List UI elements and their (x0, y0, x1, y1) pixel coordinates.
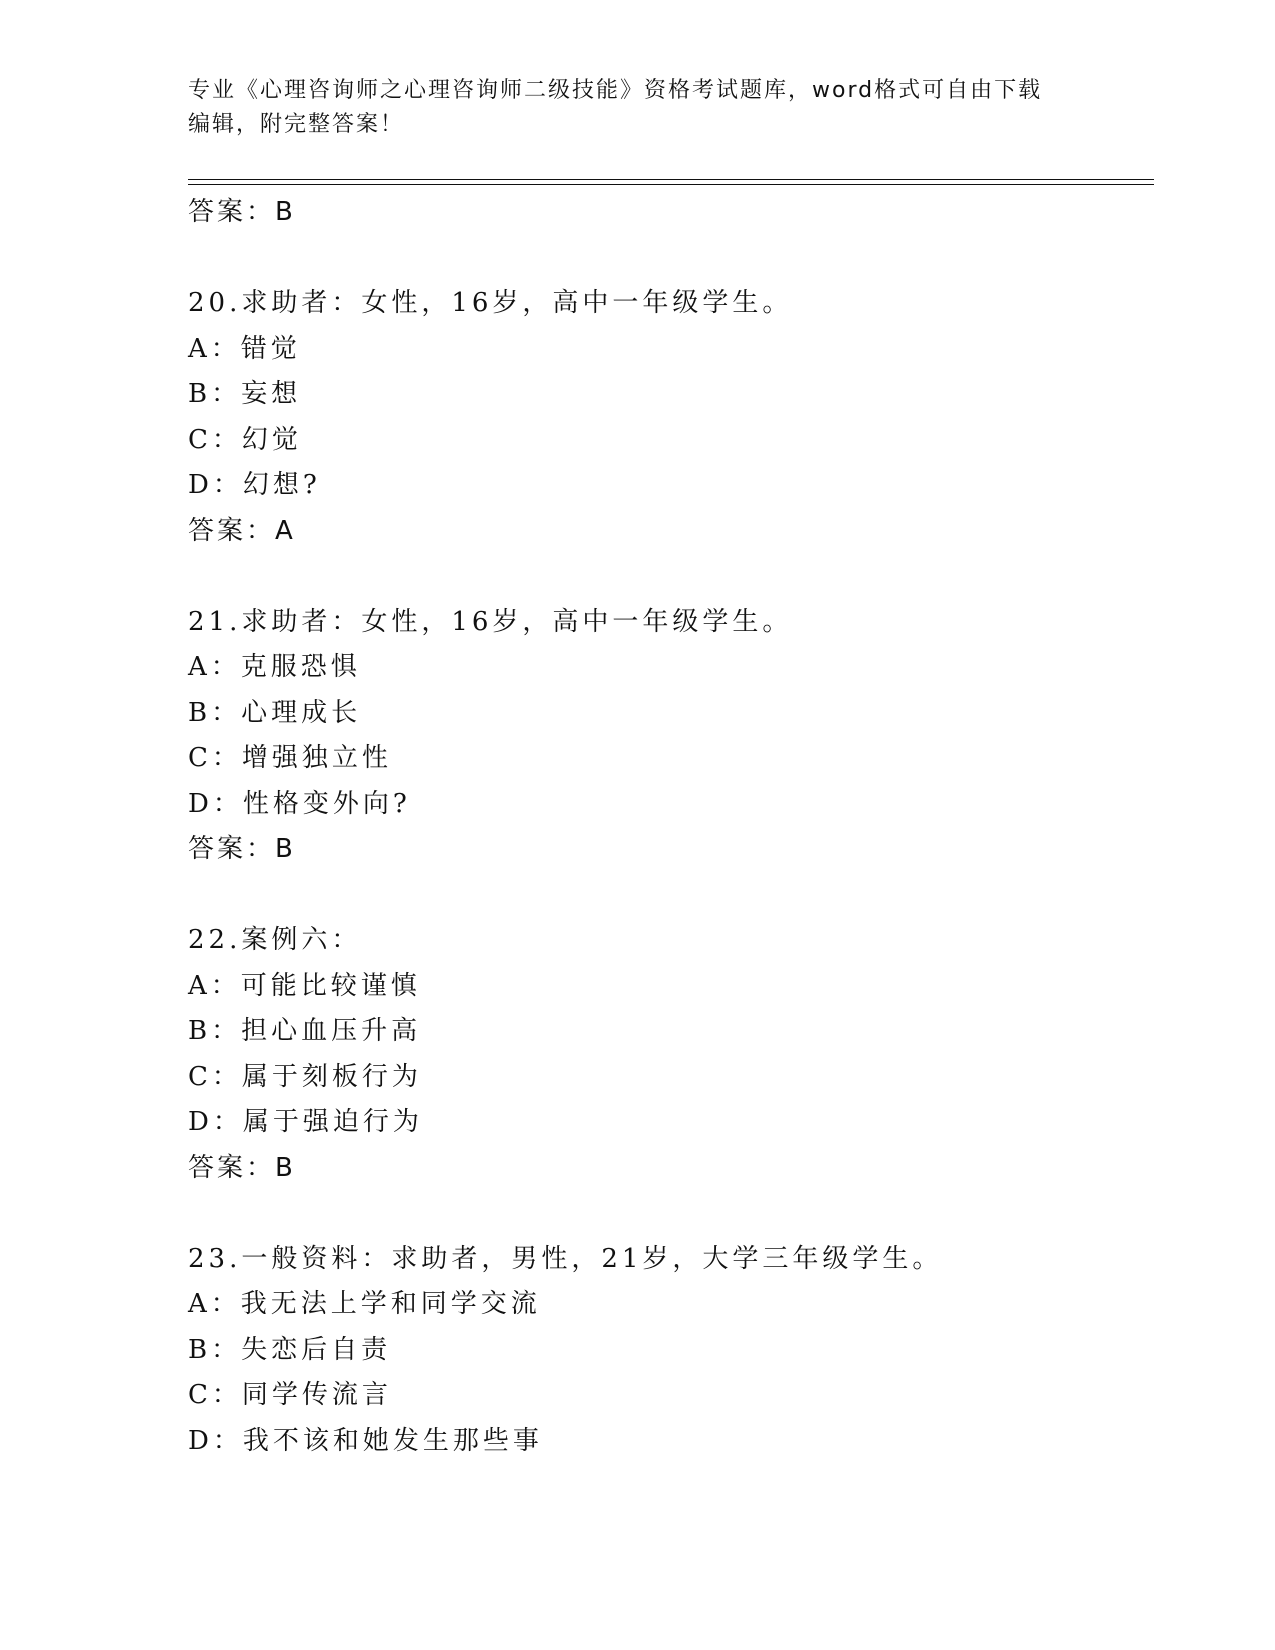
question-block-21 (188, 600, 1154, 873)
question-block-20 (188, 281, 1154, 554)
option-d: D：性格变外向? (188, 788, 411, 819)
option-a: A：克服恐惧 (188, 652, 361, 682)
option-c: C：属于刻板行为 (188, 1061, 422, 1092)
question-stem: 23.一般资料：求助者，男性，21岁，大学三年级学生。 (188, 1243, 943, 1274)
option-c: C：同学传流言 (188, 1380, 392, 1410)
question-stem: 22.案例六： (188, 925, 362, 955)
question-stem: 21.求助者：女性，16岁，高中一年级学生。 (188, 606, 793, 637)
header-divider-top (188, 179, 1154, 180)
question-block-23 (188, 1237, 1154, 1465)
option-d: D：我不该和她发生那些事 (188, 1425, 543, 1456)
spacer (188, 1191, 1154, 1237)
previous-answer: 答案：B (188, 197, 296, 227)
spacer (188, 236, 1154, 282)
question-block-22 (188, 918, 1154, 1191)
question-stem: 20.求助者：女性，16岁，高中一年级学生。 (188, 288, 793, 318)
option-b: B：担心血压升高 (188, 1016, 422, 1046)
answer: 答案：B (188, 1152, 296, 1183)
spacer (188, 554, 1154, 600)
document-header (188, 74, 1068, 142)
option-d: D：属于强迫行为 (188, 1107, 423, 1137)
spacer (188, 873, 1154, 919)
question-list (188, 190, 1154, 1464)
answer: 答案：B (188, 834, 296, 864)
option-b: B：失恋后自责 (188, 1334, 392, 1365)
option-b: B：心理成长 (188, 697, 362, 728)
option-d: D：幻想? (188, 470, 321, 500)
option-c: C：增强独立性 (188, 743, 392, 773)
header-divider-bottom (188, 184, 1154, 185)
header-line-2: 编辑，附完整答案！ (188, 112, 405, 137)
option-a: A：错觉 (188, 333, 301, 364)
option-c: C：幻觉 (188, 424, 302, 455)
header-line-1: 专业《心理咨询师之心理咨询师二级技能》资格考试题库，word格式可自由下载 (188, 78, 1043, 103)
answer: 答案：A (188, 515, 296, 546)
option-a: A：可能比较谨慎 (188, 970, 421, 1001)
option-b: B：妄想 (188, 379, 302, 409)
option-a: A：我无法上学和同学交流 (188, 1289, 541, 1319)
